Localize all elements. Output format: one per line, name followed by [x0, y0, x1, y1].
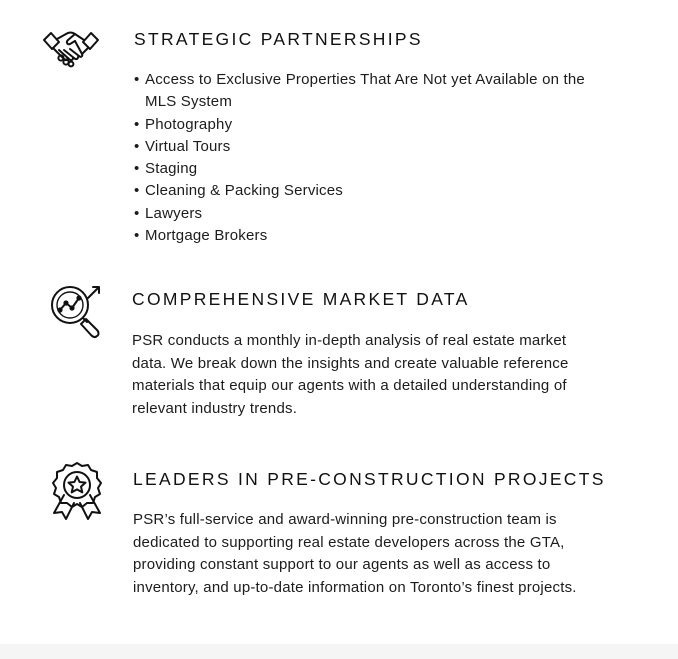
magnifier-chart-icon [48, 283, 106, 339]
list-item: • Access to Exclusive Properties That Are Not yet Available on the MLS System [134, 69, 615, 114]
award-ribbon-icon [50, 461, 104, 521]
handshake-icon [42, 26, 100, 68]
list-item: • Mortgage Brokers [134, 225, 615, 247]
feature-title: COMPREHENSIVE MARKET DATA [132, 289, 470, 309]
feature-description: PSR conducts a monthly in-depth analysis of real estate market data. We break down the insights and create valuable reference materials that equip our agents with a detailed understanding of relevant industry trends. [132, 332, 569, 417]
list-item: • Cleaning & Packing Services [134, 180, 615, 202]
feature-description: PSR’s full-service and award-winning pre-construction team is dedicated to supporting real estate developers across the GTA, providing constant support to our agents as well as access to inventory, and up-to-date information on Toronto’s finest projects. [133, 511, 577, 596]
page-footer-strip [0, 644, 678, 659]
list-item: • Virtual Tours [134, 136, 615, 158]
list-item: • Lawyers [134, 203, 615, 225]
feature-title: STRATEGIC PARTNERSHIPS [134, 29, 423, 49]
list-item: • Photography [134, 114, 615, 136]
feature-title: LEADERS IN PRE-CONSTRUCTION PROJECTS [133, 469, 606, 489]
list-item: • Staging [134, 158, 615, 180]
partner-list [134, 69, 615, 247]
